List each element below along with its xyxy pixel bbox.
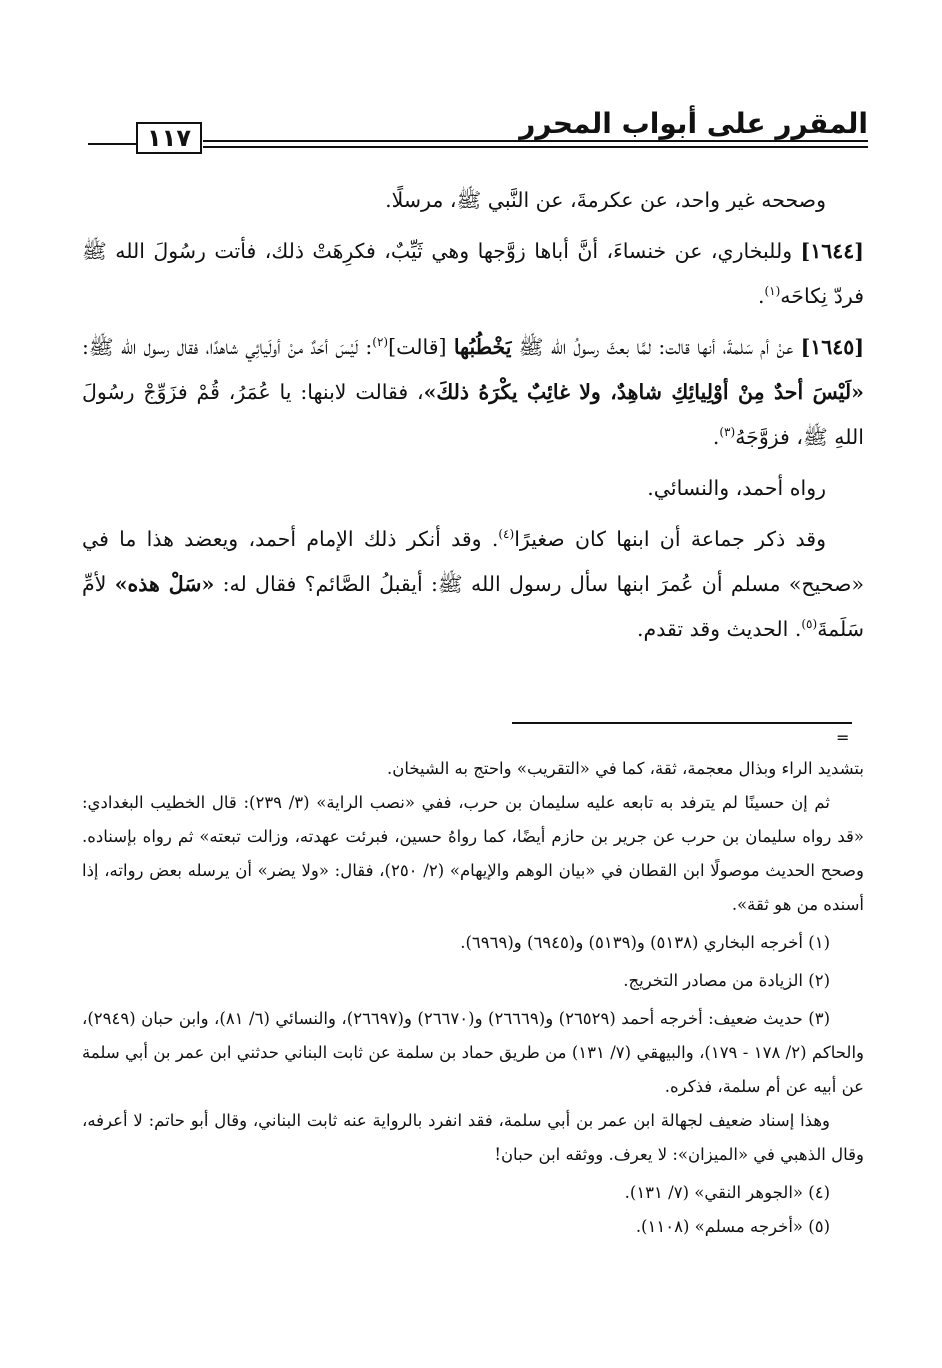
footnote-ref-4[interactable]: (٤): [498, 527, 515, 542]
footnote-ref-2[interactable]: (٢): [372, 335, 389, 350]
commentary-text: وقد ذكر جماعة أن ابنها كان صغيرًا: [514, 527, 827, 551]
footnotes: [82, 752, 864, 1244]
footnote-3-comment: وهذا إسناد ضعيف لجهالة ابن عمر بن أبي سلمة، فقد انفرد بالرواية عنه ثابت البناني، وقال أبو حاتم: لا أعرفه، وقال الذهبي في «الميزان»: لا يعرف. ووثقه ابن حبان!: [82, 1111, 864, 1164]
prophet-quote: «سَلْ هذه»: [114, 572, 215, 596]
hadith-text: : لَيْسَ أحَدٌ منْ أولَيائِي شاهدًا، فقال رسول الله ﷺ:: [82, 335, 373, 359]
hadith-text: [قالت]: [388, 335, 454, 359]
hadith-text: عنْ أم سَلمةَ، أنها قالت: لمَّا بعثَ رسولُ الله ﷺ: [511, 335, 801, 359]
paragraph-commentary: [82, 517, 864, 652]
footnote-separator: [512, 722, 852, 724]
header-rule-bottom: [203, 146, 868, 148]
paragraph-narrators: رواه أحمد، والنسائي.: [647, 476, 826, 500]
page-number: ١١٧: [136, 122, 202, 154]
footnote-5: (٥) «أخرجه مسلم» (١١٠٨).: [635, 1217, 830, 1236]
footnote-continued: بتشديد الراء وبذال معجمة، ثقة، كما في «التقريب» واحتج به الشيخان.: [386, 759, 864, 778]
footnote-2: (٢) الزيادة من مصادر التخريج.: [623, 971, 830, 990]
hadith-1645: [82, 325, 864, 460]
commentary-text: . وقد أنكر ذلك الإمام أحمد، ويعضد هذا ما في «صحيح» مسلم أن عُمرَ ابنها سأل رسول الله ﷺ: أيقبلُ الصَّائم؟ فقال له:: [82, 527, 864, 596]
commentary-text: لأمِّ سَلَمةَ: [82, 572, 864, 641]
footnote-1: (١) أخرجه البخاري (٥١٣٨) و(٥١٣٩) و(٦٩٤٥) و(٦٩٦٩).: [460, 933, 830, 952]
footnote-ref-5[interactable]: (٥): [801, 617, 818, 632]
hadith-1644: [82, 229, 864, 319]
hadith-text: ، فقالت لابنها: يا عُمَرُ، قُمْ فزَوِّجْ رسُولَ اللهِ ﷺ، فزوَّجَهُ: [82, 380, 864, 449]
book-title: المقرر على أبواب المحرر: [511, 98, 868, 140]
prophet-quote: «لَيْسَ أحدٌ مِنْ أوْلِيائِكِ شاهِدٌ، ولا غائِبٌ يكْرَهُ ذلكَ»: [423, 380, 864, 404]
footnote-ref-3[interactable]: (٣): [719, 425, 736, 440]
footnote-continued-2: ثم إن حسينًا لم يترفد به تابعه عليه سليمان بن حرب، ففي «نصب الراية» (٣/ ٢٣٩): قال الخطيب البغدادي: «قد رواه سليمان بن حرب عن جرير بن حازم أيضًا، كما رواهُ حسين، فبرئت عهدته، وزالت تبعته» ثم رواه بإسناده. وصحح الحديث موصولًا ابن القطان في «بيان الوهم والإيهام» (٢/ ٢٥٠)، فقال: «ولا يضر» أن يرسله بعض رواته، إذا أسنده من هو ثقة».: [82, 793, 865, 914]
page-header: [88, 98, 868, 158]
footnote-4: (٤) «الجوهر النقي» (٧/ ١٣١).: [624, 1183, 830, 1202]
header-rule-left: [88, 143, 136, 145]
footnote-ref-1[interactable]: (١): [764, 284, 781, 299]
hadith-number: [١٦٤٥]: [800, 335, 865, 359]
paragraph-1: وصححه غير واحد، عن عكرمةَ، عن النَّبي ﷺ، مرسلًا.: [385, 188, 826, 212]
header-rule-top: [203, 140, 868, 142]
period: .: [757, 284, 765, 308]
footnote-3: (٣) حديث ضعيف: أخرجه أحمد (٢٦٥٢٩) و(٢٦٦٦٩) و(٢٦٦٧٠) و(٢٦٦٩٧)، والنسائي (٦/ ٨١)، وابن حبان (٢٩٤٩)، والحاكم (٢/ ١٧٨ - ١٧٩)، والبيهقي (٧/ ١٣١) من طريق حماد بن سلمة عن ثابت البناني حدثني ابن عمر بن أبي سلمة عن أبيه عن أم سلمة، فذكره.: [82, 1009, 864, 1096]
commentary-text: . الحديث وقد تقدم.: [637, 617, 802, 641]
hadith-number: [١٦٤٤]: [800, 239, 864, 263]
period: .: [712, 425, 720, 449]
main-text: [82, 178, 864, 658]
hadith-text-bold: يَخْطُبُها: [453, 335, 512, 359]
continued-mark: =: [836, 728, 850, 747]
hadith-text: وللبخاري، عن خنساءَ، أنَّ أباها زوَّجها وهي ثَيِّبٌ، فكرِهَتْ ذلك، فأتت رسُولَ الله ﷺ فردّ نِكاحَه: [82, 239, 864, 308]
